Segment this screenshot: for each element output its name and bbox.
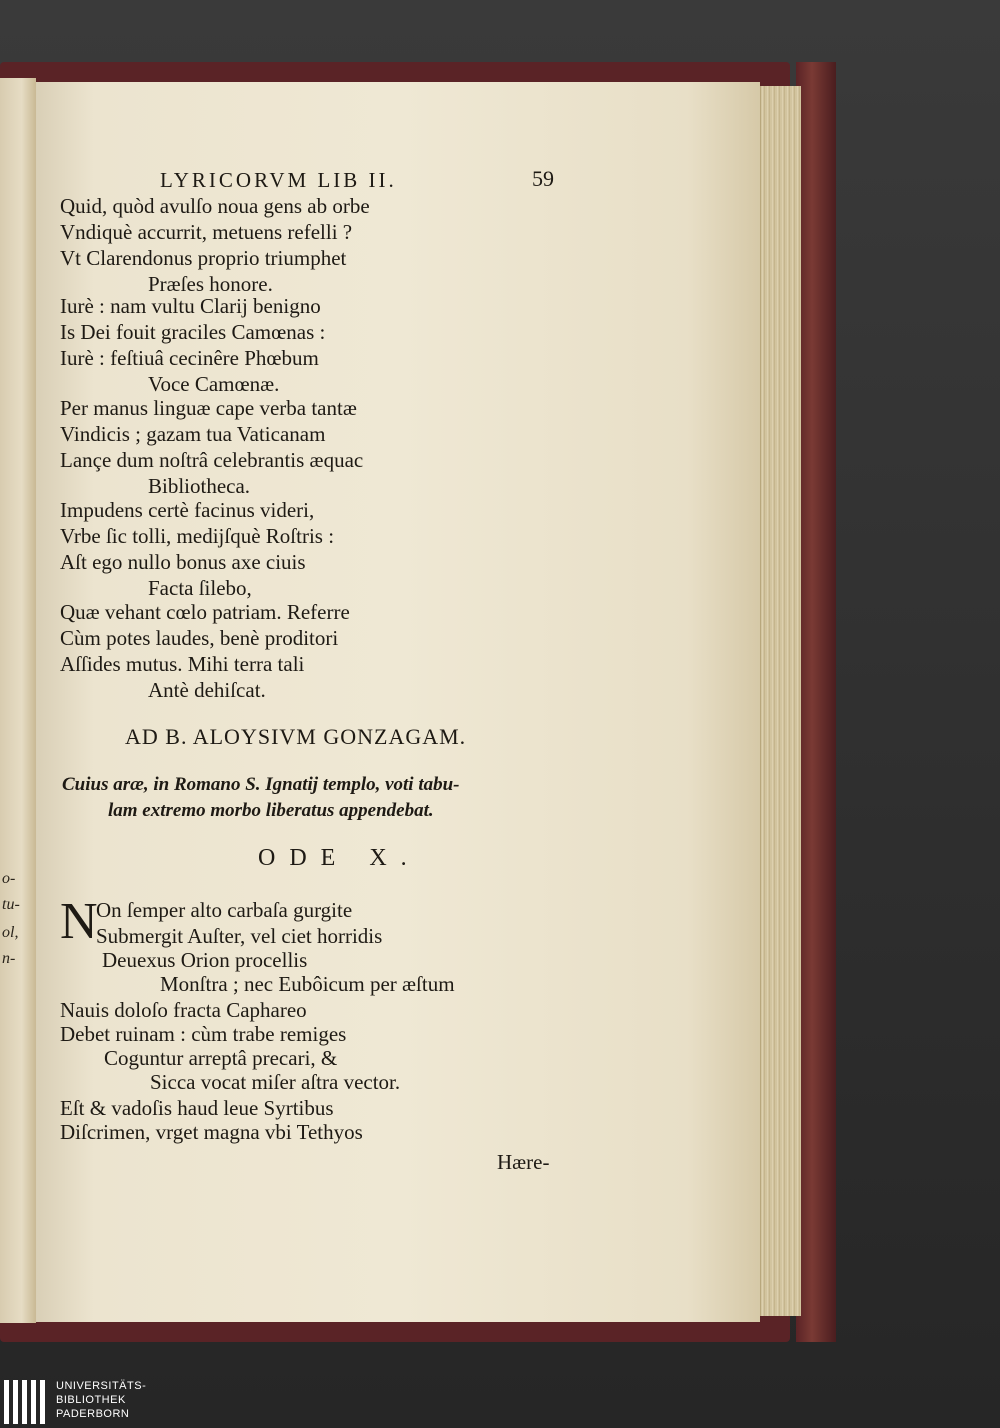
ode-line: Sicca vocat miſer aſtra vector. bbox=[150, 1070, 401, 1094]
ode-line: Nauis doloſo fracta Caphareo bbox=[60, 998, 307, 1022]
ode-title: ODE X. bbox=[258, 845, 421, 871]
library-logo-mark-icon bbox=[4, 1380, 50, 1424]
running-title: LYRICORVM LIB II. bbox=[160, 168, 397, 192]
poem-line: Cùm potes laudes, benè proditori bbox=[60, 626, 339, 650]
logo-line: BIBLIOTHEK bbox=[56, 1394, 126, 1406]
poem-line: Is Dei fouit graciles Camœnas : bbox=[60, 320, 326, 344]
poem-line: Impudens certè facinus videri, bbox=[60, 498, 315, 522]
poem-line: Facta ſilebo, bbox=[148, 576, 252, 600]
dedication-line: lam extremo morbo liberatus appendebat. bbox=[108, 800, 434, 821]
ode-line: Coguntur arreptâ precari, & bbox=[104, 1046, 338, 1070]
poem-line: Iurè : nam vultu Clarij benigno bbox=[60, 294, 321, 318]
drop-cap-initial: N bbox=[60, 893, 98, 950]
section-title: AD B. ALOYSIVM GONZAGAM. bbox=[125, 724, 467, 749]
logo-line: PADERBORN bbox=[56, 1408, 130, 1420]
dedication-line: Cuius aræ, in Romano S. Ignatij templo, voti tabu- bbox=[62, 774, 460, 795]
poem-line: Aſt ego nullo bonus axe ciuis bbox=[60, 550, 306, 574]
ode-line: Deuexus Orion procellis bbox=[102, 948, 308, 972]
left-page bbox=[0, 78, 36, 1323]
poem-line: Quæ vehant cœlo patriam. Referre bbox=[60, 600, 350, 624]
poem-line: Bibliotheca. bbox=[148, 474, 251, 498]
ode-line: Submergit Auſter, vel ciet horridis bbox=[96, 924, 383, 948]
poem-line: Voce Camœnæ. bbox=[148, 372, 280, 396]
poem-line: Antè dehiſcat. bbox=[148, 678, 266, 702]
poem-line: Vndiquè accurrit, metuens refelli ? bbox=[60, 220, 353, 244]
poem-line: Quid, quòd avulſo noua gens ab orbe bbox=[60, 194, 370, 218]
poem-line: Aſſides mutus. Mihi terra tali bbox=[60, 652, 305, 676]
ode-line: On ſemper alto carbaſa gurgite bbox=[96, 898, 353, 922]
ode-line: Monſtra ; nec Eubôicum per æſtum bbox=[160, 972, 455, 996]
poem-line: Vindicis ; gazam tua Vaticanam bbox=[60, 422, 326, 446]
poem-line: Vrbe ſic tolli, medijſquè Roſtris : bbox=[60, 524, 335, 548]
poem-line: Lançe dum noſtrâ celebrantis æquac bbox=[60, 448, 364, 472]
ode-line: Eſt & vadoſis haud leue Syrtibus bbox=[60, 1096, 334, 1120]
page-edges bbox=[760, 86, 801, 1316]
catchword: Hære- bbox=[497, 1150, 550, 1174]
poem-line: Iurè : feſtiuâ cecinêre Phœbum bbox=[60, 346, 319, 370]
left-page-fragment: n- bbox=[2, 950, 16, 967]
poem-line: Vt Clarendonus proprio triumphet bbox=[60, 246, 347, 270]
poem-line: Per manus linguæ cape verba tantæ bbox=[60, 396, 357, 420]
left-page-fragment: ol, bbox=[2, 924, 19, 941]
left-page-fragment: tu- bbox=[2, 896, 20, 913]
page-number: 59 bbox=[532, 166, 554, 191]
logo-line: UNIVERSITÄTS- bbox=[56, 1380, 147, 1392]
ode-line: Debet ruinam : cùm trabe remiges bbox=[60, 1022, 347, 1046]
ode-line: Diſcrimen, vrget magna vbi Tethyos bbox=[60, 1120, 363, 1144]
library-logo bbox=[0, 1376, 200, 1428]
left-page-fragment: o- bbox=[2, 870, 16, 887]
book-cover-right bbox=[796, 62, 836, 1342]
poem-line: Præſes honore. bbox=[148, 272, 273, 296]
